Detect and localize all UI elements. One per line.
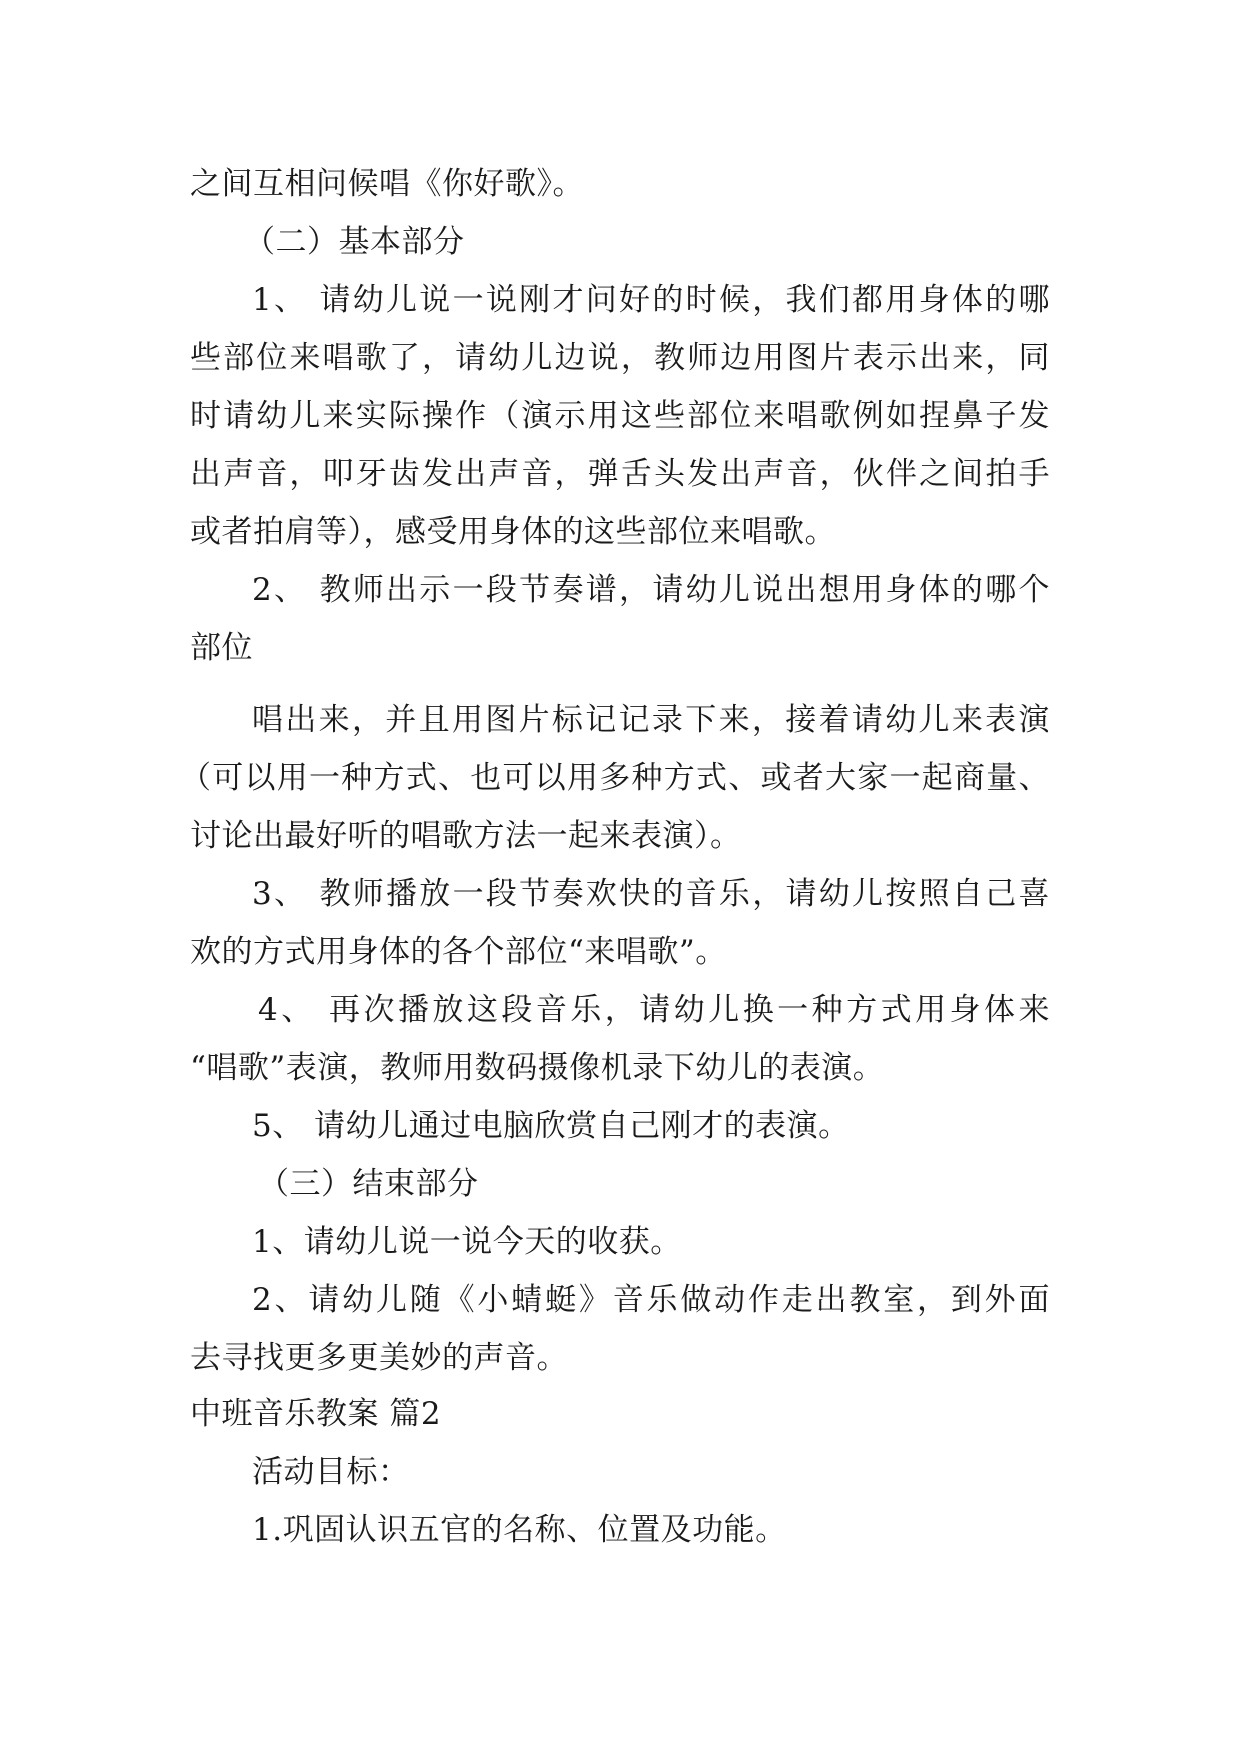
- text-line: 1.巩固认识五官的名称、位置及功能。: [252, 1512, 787, 1548]
- text-line: 些部位来唱歌了，请幼儿边说，教师边用图片表示出来，同: [190, 340, 1050, 376]
- text-line: 1、请幼儿说一说今天的收获。: [252, 1224, 682, 1260]
- text-line: 2、请幼儿随《小蜻蜓》音乐做动作走出教室，到外面: [252, 1282, 1050, 1318]
- text-line: 唱出来，并且用图片标记记录下来，接着请幼儿来表演: [252, 702, 1050, 738]
- text-line: 出声音，叩牙齿发出声音，弹舌头发出声音，伙伴之间拍手: [190, 456, 1050, 492]
- text-line: 4、 再次播放这段音乐，请幼儿换一种方式用身体来: [258, 992, 1050, 1028]
- section-heading: （三）结束部分: [258, 1166, 479, 1202]
- text-line: 之间互相问候唱《你好歌》。: [190, 166, 584, 202]
- document-title: 中班音乐教案 篇2: [190, 1396, 442, 1432]
- text-line: 时请幼儿来实际操作（演示用这些部位来唱歌例如捏鼻子发: [190, 398, 1050, 434]
- text-line: 5、 请幼儿通过电脑欣赏自己刚才的表演。: [252, 1108, 850, 1144]
- text-line: 活动目标：: [252, 1454, 410, 1490]
- section-heading: （二）基本部分: [244, 224, 465, 260]
- text-line: 2、 教师出示一段节奏谱，请幼儿说出想用身体的哪个: [252, 572, 1050, 608]
- text-line: 去寻找更多更美妙的声音。: [190, 1340, 568, 1376]
- text-line: 讨论出最好听的唱歌方法一起来表演）。: [190, 818, 742, 854]
- text-line: （可以用一种方式、也可以用多种方式、或者大家一起商量、: [180, 760, 1050, 796]
- text-line: “唱歌”表演，教师用数码摄像机录下幼儿的表演。: [190, 1050, 885, 1086]
- text-line: 或者拍肩等），感受用身体的这些部位来唱歌。: [190, 514, 836, 550]
- text-line: 部位: [190, 630, 253, 666]
- text-line: 1、 请幼儿说一说刚才问好的时候，我们都用身体的哪: [252, 282, 1050, 318]
- text-line: 3、 教师播放一段节奏欢快的音乐，请幼儿按照自己喜: [252, 876, 1050, 912]
- text-line: 欢的方式用身体的各个部位“来唱歌”。: [190, 934, 727, 970]
